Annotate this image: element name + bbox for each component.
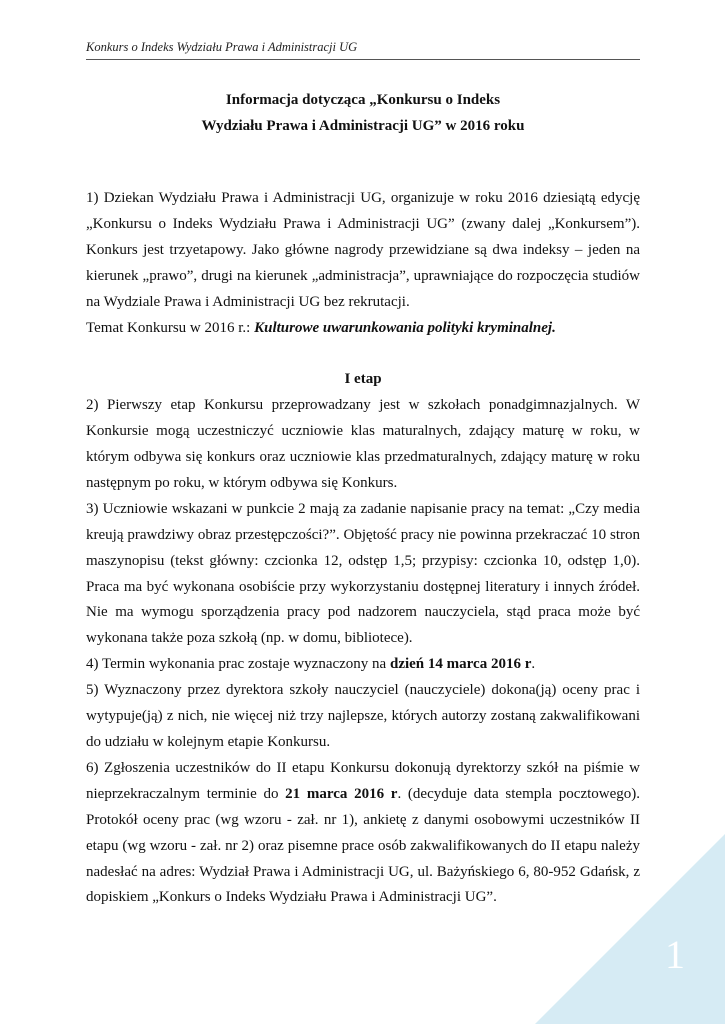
document-title: [86, 87, 640, 139]
title-line-1: Informacja dotycząca „Konkursu o Indeks: [225, 92, 501, 108]
paragraph-6-rest: . (decyduje data stempla pocztowego). Protokół oceny prac (wg wzoru - zał. nr 1), ankietę z danymi osobowymi uczestników II etapu (wg wzoru - zał. nr 2) oraz pisemne prace osób zakwalifikowanych do II etapu należy nadesłać na adres: Wydział Prawa i Administracji UG, ul. Bażyńskiego 6, 80-952 Gdańsk, z dopiskiem „Konkurs o Indeks Wydziału Prawa i Administracji UG”.: [86, 785, 640, 906]
document-body: [86, 186, 640, 911]
paragraph-3: 3) Uczniowie wskazani w punkcie 2 mają za zadanie napisanie pracy na temat: „Czy media kreują prawdziwy obraz przestępczości?”. Objętość pracy nie powinna przekraczać 10 stron maszynopisu (tekst główny: czcionka 12, odstęp 1,5; przypisy: czcionka 10, odstęp 1,0). Praca ma być wykonana osobiście przy wykorzystaniu dostępnej literatury i innych źródeł. Nie ma wymogu sporządzenia pracy pod nadzorem nauczyciela, stąd praca może być wykonana także poza szkołą (np. w domu, bibliotece).: [86, 500, 640, 647]
running-header: Konkurs o Indeks Wydziału Prawa i Administracji UG: [86, 40, 640, 60]
topic-value: Kulturowe uwarunkowania polityki kryminalnej.: [254, 319, 556, 336]
paragraph-6-text: 6) Zgłoszenia uczestników do II etapu Konkursu dokonują dyrektorzy szkół na piśmie w nieprzekraczalnym terminie do: [86, 759, 640, 802]
deadline-date-2: 21 marca 2016 r: [285, 785, 398, 802]
paragraph-4-text: 4) Termin wykonania prac zostaje wyznaczony na: [86, 656, 390, 673]
competition-topic: [86, 316, 640, 342]
title-line-2: Wydziału Prawa i Administracji UG” w 2016 roku: [201, 118, 525, 134]
page-corner-decoration: [535, 834, 725, 1024]
paragraph-1: 1) Dziekan Wydziału Prawa i Administracji UG, organizuje w roku 2016 dziesiątą edycję „Konkursu o Indeks Wydziału Prawa i Administracji UG” (zwany dalej „Konkursem”). Konkurs jest trzyetapowy. Jako główne nagrody przewidziane są dwa indeksy – jeden na kierunek „prawo”, drugi na kierunek „administracja”, uprawniające do rozpoczęcia studiów na Wydziale Prawa i Administracji UG bez rekrutacji.: [86, 190, 640, 310]
page-number: 1: [665, 932, 685, 977]
deadline-date-1: dzień 14 marca 2016 r: [389, 656, 532, 673]
section-heading-stage-1: I etap: [344, 371, 382, 388]
paragraph-4-end: .: [531, 656, 536, 673]
paragraph-5: 5) Wyznaczony przez dyrektora szkoły nauczyciel (nauczyciele) dokona(ją) oceny prac i wytypuje(ją) z nich, nie więcej niż trzy najlepsze, których autorzy zostaną zakwalifikowani do udziału w kolejnym etapie Konkursu.: [86, 682, 640, 751]
paragraph-4: [86, 652, 640, 678]
paragraph-2: 2) Pierwszy etap Konkursu przeprowadzany jest w szkołach ponadgimnazjalnych. W Konkursie mogą uczestniczyć uczniowie klas maturalnych, zdający maturę w roku, w którym odbywa się konkurs oraz uczniowie klas przedmaturalnych, zdający maturę w roku następnym po roku, w którym odbywa się Konkurs.: [86, 397, 640, 491]
topic-label: Temat Konkursu w 2016 r.:: [86, 319, 255, 336]
